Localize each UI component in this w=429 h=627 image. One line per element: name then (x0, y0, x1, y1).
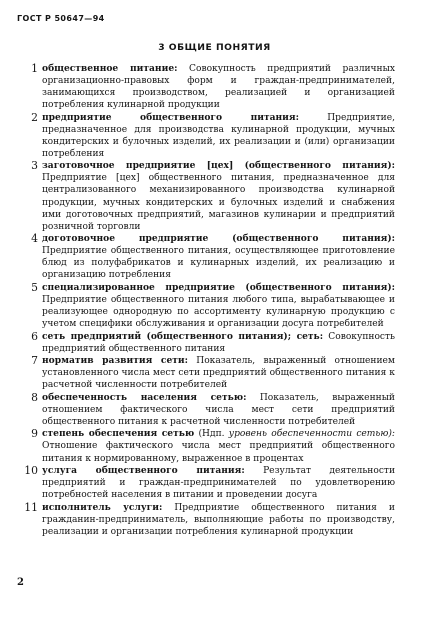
term-definition: Предприятие, предназначенное для производства кулинарной продукции, мучных кондитерских и булочных изделий, их реализации и (или) организации потребления (42, 112, 395, 159)
term-number: 5 (31, 280, 38, 294)
term-entry (22, 233, 395, 281)
term-definition: Предприятие общественного питания, осуществляющее приготовление блюд из полуфабрикатов и кулинарных изделий, их реализацию и организацию потребления (42, 246, 395, 281)
term-body (42, 331, 395, 355)
term-body (42, 465, 395, 501)
term-entry (22, 160, 395, 232)
term-number: 11 (24, 500, 38, 514)
standard-header: ГОСТ Р 50647—94 (17, 14, 105, 23)
term-number: 6 (31, 329, 38, 343)
term-number: 4 (31, 232, 38, 246)
term-definition: Предприятие общественного питания и гражданин-предприниматель, выполняющие работы по производству, реализации и организации потребления кулинарной продукции (42, 502, 395, 537)
terms-list (22, 63, 395, 538)
page-number: 2 (17, 577, 24, 588)
term-name: услуга общественного питания: (42, 465, 245, 477)
term-entry (22, 465, 395, 501)
term-entry (22, 282, 395, 330)
term-definition: Показатель, выраженный отношением установленного числа мест сети предприятий общественного питания к расчетной численности потребителей (42, 356, 395, 391)
term-definition: Показатель, выраженный отношением фактического числа мест сети предприятий общественного питания к расчетной численности потребителей (42, 392, 395, 427)
term-number: 2 (31, 110, 38, 124)
term-number: 1 (31, 62, 38, 75)
term-name: сеть предприятий (общественного питания); сеть: (42, 330, 324, 342)
term-entry (22, 428, 395, 464)
term-entry (22, 331, 395, 355)
term-definition: Результат деятельности предприятий и граждан-предпринимателей по удовлетворению потребностей населения в питании и проведении досуга (42, 466, 395, 501)
term-definition: Отношение фактического числа мест предприятий общественного питания к нормированному, выраженное в процентах (42, 441, 395, 464)
term-number: 10 (24, 464, 38, 478)
term-definition: Предприятие [цех] общественного питания, предназначенное для централизованного механизированного производства кулинарной продукции, мучных кондитерских и булочных изделий и снабжения ими доготовочных предприятий, магазинов кулинарии и предприятий розничной торговли (42, 173, 395, 232)
term-body (42, 233, 395, 281)
term-body (42, 502, 395, 538)
term-number: 3 (31, 159, 38, 173)
term-name: заготовочное предприятие [цех] (общественного питания): (42, 160, 395, 172)
term-definition: Совокупность предприятий общественного питания (42, 331, 395, 354)
deprecated-prefix: (Ндп. (194, 429, 229, 440)
term-body (42, 355, 395, 391)
term-entry (22, 112, 395, 160)
term-name: общественное питание: (42, 63, 178, 74)
term-body (42, 112, 395, 160)
term-name: специализированное предприятие (общественного питания): (42, 281, 395, 293)
term-name: обеспеченность населения сетью: (42, 391, 247, 403)
term-entry (22, 502, 395, 538)
term-definition: Совокупность предприятий различных организационно-правовых форм и граждан-предпринимателей, занимающихся производством, реализацией и организацией потребления кулинарной продукции (42, 64, 395, 111)
term-name: степень обеспечения сетью (42, 428, 195, 440)
term-number: 7 (31, 354, 38, 368)
term-name: доготовочное предприятие (общественного питания): (42, 233, 395, 245)
term-name: исполнитель услуги: (42, 501, 163, 513)
deprecated-term: уровень обеспеченности сетью): (228, 429, 395, 440)
section-title: 3 ОБЩИЕ ПОНЯТИЯ (158, 42, 271, 53)
term-name: норматив развития сети: (42, 355, 188, 367)
term-body (42, 392, 395, 428)
term-entry (22, 355, 395, 391)
term-body (42, 282, 395, 330)
term-definition: Предприятие общественного питания любого типа, вырабатывающее и реализующее однородную по ассортименту кулинарную продукцию с учетом специфики обслуживания и организации досуга потребителей (42, 294, 395, 329)
term-body (42, 428, 395, 464)
term-body (42, 63, 395, 111)
term-name: предприятие общественного питания: (42, 111, 299, 123)
term-entry (22, 63, 395, 111)
term-body (42, 160, 395, 232)
term-number: 9 (31, 427, 38, 441)
term-number: 8 (31, 390, 38, 404)
term-entry (22, 392, 395, 428)
